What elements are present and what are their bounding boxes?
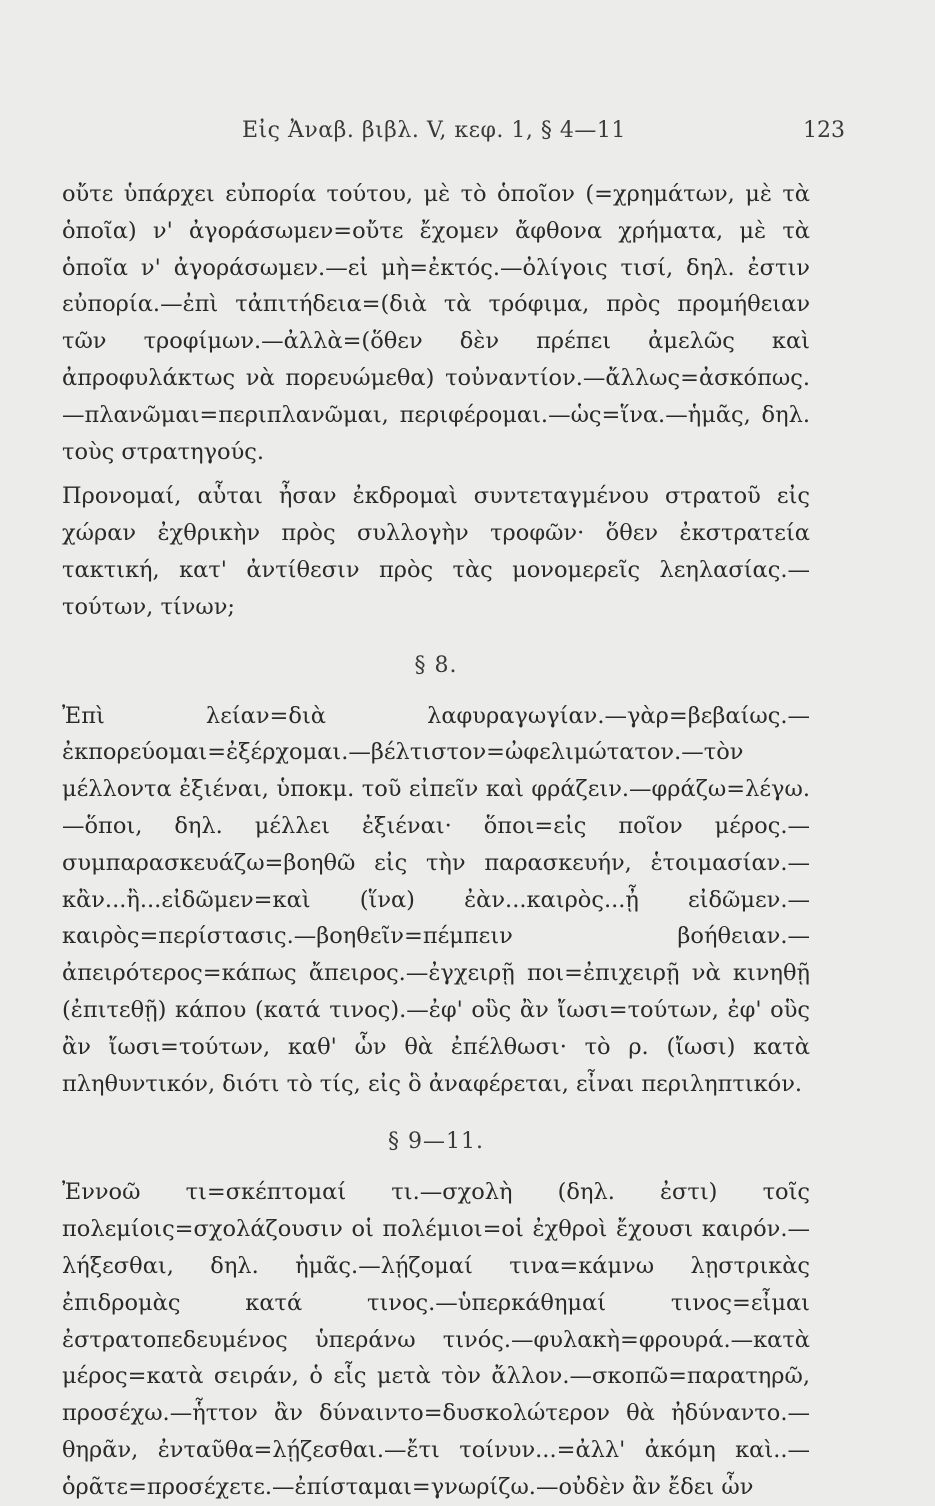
section-8-text: Ἐπὶ λείαν=διὰ λαφυραγωγίαν.—γὰρ=βεβαίως.—ἐκπορεύομαι=ἐξέρχομαι.—βέλτιστον=ὠφελιμώτατον.—τὸν μέλλοντα ἐξιέναι, ὑποκμ. τοῦ εἰπεῖν καὶ φράζειν.—φράζω=λέγω.—ὅποι, δηλ. μέλλει ἐξιέναι· ὅποι=εἰς ποῖον μέρος.—συμπαρασκευάζω=βοηθῶ εἰς τὴν παρασκευήν, ἑτοιμασίαν.—κἂν...ἢ...εἰδῶμεν=καὶ (ἵνα) ἐὰν...καιρὸς...ᾖ εἰδῶμεν.—καιρὸς=περίστασις.—βοηθεῖν=πέμπειν βοήθειαν.—ἀπειρότερος=κάπως ἄπειρος.—ἐγχειρῇ ποι=ἐπιχειρῇ νὰ κινηθῇ (ἐπιτεθῇ) κάπου (κατά τινος).—ἐφ' οὓς ἂν ἴωσι=τούτων, ἐφ' οὓς ἂν ἴωσι=τούτων, καθ' ὧν θὰ ἐπέλθωσι· τὸ ρ. (ἴωσι) κατὰ πληθυντικόν, διότι τὸ τίς, εἰς ὃ ἀναφέρεται, εἶναι περιληπτικόν.: [62, 702, 810, 1097]
paragraph-commentary-2: Προνομαί, αὗται ἦσαν ἐκδρομαὶ συντεταγμένου στρατοῦ εἰς χώραν ἐχθρικὴν πρὸς συλλογὴν τροφῶν· ὅθεν ἐκστρατεία τακτική, κατ' ἀντίθεσιν πρὸς τὰς μονομερεῖς λεηλασίας.—τούτων, τίνων;: [62, 483, 810, 620]
paragraph-commentary-1: οὔτε ὑπάρχει εὐπορία τούτου, μὲ τὸ ὁποῖον (=χρημάτων, μὲ τὰ ὁποῖα) ν' ἀγοράσωμεν=οὔτε ἔχομεν ἄφθονα χρήματα, μὲ τὰ ὁποῖα ν' ἀγοράσωμεν.—εἰ μὴ=ἐκτός.—ὀλίγοις τισί, δηλ. ἐστιν εὐπορία.—ἐπὶ τἀπιτήδεια=(διὰ τὰ τρόφιμα, πρὸς προμήθειαν τῶν τροφίμων.—ἀλλὰ=(ὅθεν δὲν πρέπει ἀμελῶς καὶ ἀπροφυλάκτως νὰ πορευώμεθα) τοὐναντίον.—ἄλλως=ἀσκόπως.—πλανῶμαι=περιπλανῶμαι, περιφέρομαι.—ὡς=ἵνα.—ἡμᾶς, δηλ. τοὺς στρατηγούς.: [62, 181, 810, 465]
section-9-11-text: Ἐννοῶ τι=σκέπτομαί τι.—σχολὴ (δηλ. ἐστι) τοῖς πολεμίοις=σχολάζουσιν οἱ πολέμιοι=οἱ ἐχθροὶ ἔχουσι καιρόν.—λήξεσθαι, δηλ. ἡμᾶς.—λῄζομαί τινα=κάμνω λῃστρικὰς ἐπιδρομὰς κατά τινος.—ὑπερκάθημαί τινος=εἶμαι ἐστρατοπεδευμένος ὑπεράνω τινός.—φυλακὴ=φρουρά.—κατὰ μέρος=κατὰ σειράν, ὁ εἷς μετὰ τὸν ἄλλον.—σκοπῶ=παρατηρῶ, προσέχω.—ἧττον ἂν δύναιντο=δυσκολώτερον θὰ ἠδύναντο.—θηρᾶν, ἐνταῦθα=λῄζεσθαι.—ἔτι τοίνυν...=ἀλλ' ἀκόμη καὶ..—ὁρᾶτε=προσέχετε.—ἐπίσταμαι=γνωρίζω.—οὐδὲν ἂν ἔδει ὧν: [62, 1179, 810, 1500]
page-header: [0, 118, 935, 154]
running-title: Εἰς Ἀναβ. βιβλ. V, κεφ. 1, § 4—11: [242, 118, 626, 143]
section-heading-9-11: § 9—11.: [388, 1129, 484, 1155]
page-number: 123: [803, 118, 845, 143]
page-body: [62, 176, 810, 1506]
section-heading-8: § 8.: [414, 652, 458, 678]
